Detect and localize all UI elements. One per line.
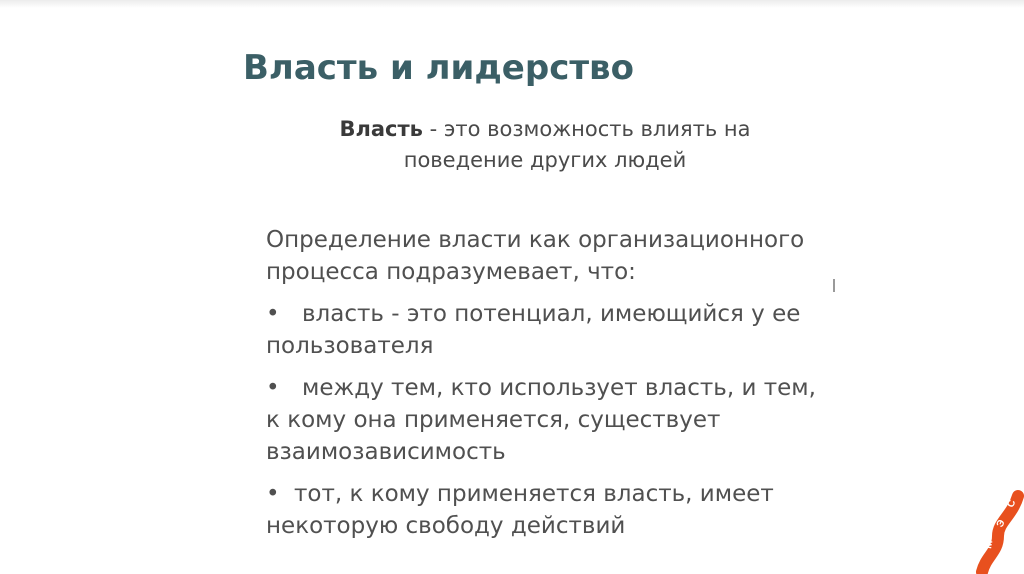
definition-text-line2: поведение других людей xyxy=(403,148,687,172)
intro-paragraph xyxy=(266,224,836,288)
slide-title: Власть и лидерство xyxy=(243,48,634,88)
logo-letter-4: С xyxy=(1005,498,1019,510)
top-shadow xyxy=(0,0,1024,8)
bullet-3-line-2: некоторую свободу действий xyxy=(266,513,626,539)
body-text xyxy=(266,224,836,542)
bullet-item-3 xyxy=(266,478,836,542)
text-cursor-mark xyxy=(833,279,835,292)
intro-line-1: Определение власти как организационного xyxy=(266,227,805,253)
logo-letter-2: М xyxy=(983,539,996,550)
logo-letter-1: И xyxy=(969,556,983,568)
bullet-marker: • xyxy=(266,375,280,401)
definition-text-line1: - это возможность влиять на xyxy=(422,117,751,141)
bullet-2-line-2: к кому она применяется, существует xyxy=(266,407,721,433)
bullet-marker: • xyxy=(266,481,280,507)
logo-letter-3: Э xyxy=(994,518,1008,530)
definition xyxy=(300,114,790,176)
definition-term: Власть xyxy=(339,117,423,141)
bullet-2-line-3: взаимозависимость xyxy=(266,439,506,465)
bullet-1-line-2: пользователя xyxy=(266,333,434,359)
bullet-2-line-1: между тем, кто использует власть, и тем, xyxy=(302,375,816,401)
imes-logo xyxy=(968,486,1024,574)
bullet-marker: • xyxy=(266,301,280,327)
bullet-item-1 xyxy=(266,298,836,362)
bullet-3-line-1: тот, к кому применяется власть, имеет xyxy=(294,481,774,507)
intro-line-2: процесса подразумевает, что: xyxy=(266,259,636,285)
bullet-item-2 xyxy=(266,372,836,468)
bullet-1-line-1: власть - это потенциал, имеющийся у ее xyxy=(302,301,801,327)
